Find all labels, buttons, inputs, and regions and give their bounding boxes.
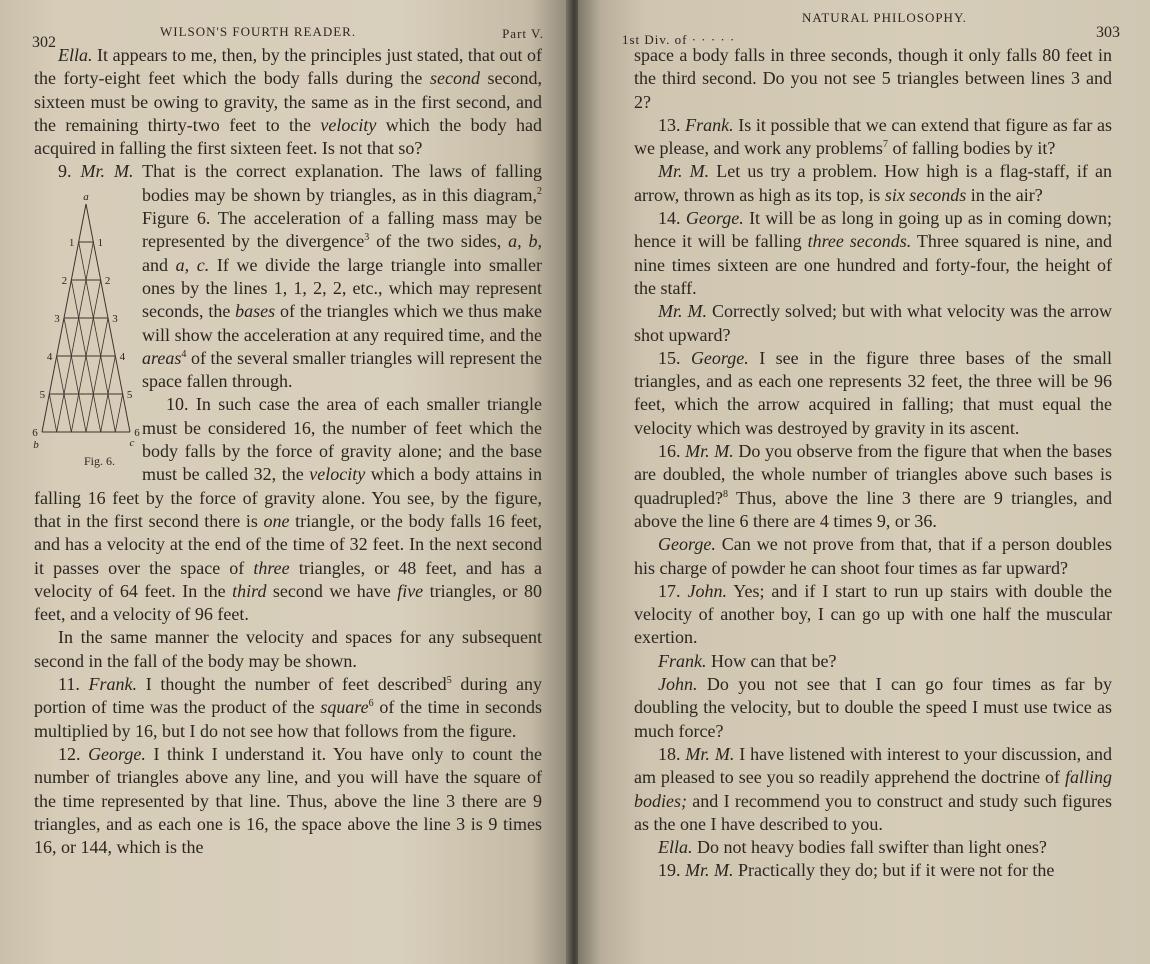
label-left-6: 6 — [32, 426, 38, 439]
paragraph-mr-m-problem: Mr. M. Let us try a problem. How high is a flag-staff, if an arrow, thrown as high as its top, is six seconds in the air? — [634, 161, 1112, 205]
falling-bodies-triangle-diagram — [28, 190, 144, 456]
lattice-line — [79, 242, 86, 280]
lattice-line — [86, 394, 93, 432]
right-division-label: 1st Div. of · · · · · — [622, 32, 736, 47]
lattice-line — [86, 280, 93, 318]
right-page-text — [634, 44, 1112, 883]
paragraph-15: 15. George. I see in the figure three bases of the small triangles, and as each one represents 32 feet, the three will be 96 feet, which the arrow acquired in falling; that must equal the velocity which was destroyed by gravity in its ascent. — [634, 347, 1113, 438]
lattice-line — [79, 280, 86, 318]
right-page-header — [622, 4, 1120, 47]
lattice-line — [57, 394, 64, 432]
label-right-3: 3 — [112, 312, 118, 325]
paragraph-12: 12. George. I think I understand it. You have only to count the number of triangles above any line, and you will have the square of the time represented by that line. Thus, above the line 3 there are 9 triangles, and as each one is 16, the space above the line 3 is 9 times 16, or 144, which is the — [34, 743, 542, 858]
lattice-line — [79, 394, 86, 432]
lattice-line — [93, 394, 100, 432]
lattice-line — [79, 356, 86, 394]
left-running-title: WILSON'S FOURTH READER. — [160, 24, 357, 39]
lattice-line — [101, 318, 108, 356]
label-left-4: 4 — [46, 350, 53, 363]
label-right-2: 2 — [104, 274, 111, 287]
lattice-line — [86, 242, 93, 280]
paragraph-frank-how: Frank. How can that be? — [658, 650, 837, 671]
left-page-number: 302 — [32, 34, 56, 51]
lattice-line — [108, 356, 115, 394]
lattice-line — [64, 394, 71, 432]
lattice-line — [101, 356, 108, 394]
label-corner-b: b — [33, 438, 39, 451]
label-right-5: 5 — [126, 388, 133, 401]
lattice-line — [71, 318, 78, 356]
paragraph-same-manner: In the same manner the velocity and spaces for any subsequent second in the fall of the body may be shown. — [34, 627, 542, 671]
paragraph-18: 18. Mr. M. I have listened with interest to your discussion, and am pleased to see you so readily apprehend the doctrine of falling bodies; and I recommend you to construct and study such figures as the one I have described to you. — [634, 743, 1113, 834]
paragraph-16: 16. Mr. M. Do you observe from the figure that when the bases are doubled, the whole number of triangles above such bases is quadrupled?$^8$ Thus, above the line 3 there are 9 triangles, and above the line 6 there are 4 times 9, or 36. — [634, 441, 1113, 531]
left-part-label: Part V. — [502, 26, 544, 41]
lattice-line — [108, 394, 115, 432]
label-right-4: 4 — [119, 350, 126, 363]
lattice-line — [101, 394, 108, 432]
lattice-line — [115, 394, 122, 432]
figure-caption: Fig. 6. — [84, 453, 116, 468]
lattice-line — [71, 394, 78, 432]
paragraph-john-velocity: John. Do you not see that I can go four times as far by doubling the velocity, but to double the speed I must use twice as much force? — [634, 674, 1112, 741]
paragraph-14: 14. George. It will be as long in going up as in coming down; hence it will be falling three seconds. Three squared is nine, and nine times sixteen are one hundred and forty-four, the height of the staff. — [634, 208, 1113, 298]
label-right-1: 1 — [97, 236, 104, 249]
paragraph-ella-heavy: Ella. Do not heavy bodies fall swifter than light ones? — [658, 837, 1047, 858]
left-page-text — [34, 44, 542, 859]
lattice-line — [71, 280, 78, 318]
paragraph-17: 17. John. Yes; and if I start to run up stairs with double the velocity of another boy, I can go up with one half the muscular exertion. — [634, 580, 1113, 648]
right-running-title: NATURAL PHILOSOPHY. — [802, 10, 967, 25]
lattice-line — [86, 318, 93, 356]
lattice-line — [57, 356, 64, 394]
lattice-line — [64, 318, 71, 356]
paragraph-11: 11. Frank. I thought the number of feet described$^5$ during any portion of time was the product of the square$^6$ of the time in seconds multiplied by 16, but I do not see how that follows from the figure. — [34, 674, 543, 741]
paragraph-continued: space a body falls in three seconds, though it only falls 80 feet in the third second. Do you not see 5 triangles between lines 3 and 2? — [634, 45, 1112, 112]
figure-6 — [34, 184, 138, 482]
paragraph-13: 13. Frank. Is it possible that we can extend that figure as far as we please, and work any problems$^7$ of falling bodies by it? — [634, 114, 1112, 159]
lattice-line — [93, 280, 100, 318]
paragraph-mr-m-solved: Mr. M. Correctly solved; but with what velocity was the arrow shot upward? — [634, 301, 1113, 345]
label-left-1: 1 — [68, 236, 75, 249]
right-page-number: 303 — [1096, 24, 1120, 41]
label-left-3: 3 — [54, 312, 60, 325]
lattice-line — [79, 318, 86, 356]
right-page — [578, 0, 1150, 964]
paragraph-george-powder: George. Can we not prove from that, that if a person doubles his charge of powder he can shoot four times as far upward? — [634, 534, 1112, 578]
label-corner-c: c — [129, 436, 135, 449]
lattice-line — [64, 356, 71, 394]
label-left-5: 5 — [39, 388, 46, 401]
lattice-line — [71, 356, 78, 394]
left-page-header — [32, 4, 544, 51]
paragraph-9: 9. Mr. M. That is the correct explanation. The laws of falling bodies may be shown by triangles, as in this diagram,$^2$ a 1 1 2 2 3 3 4 4 5 5 6 6 b c Fig. 6. Figure 6. The acceleration of a falling mass may be represented by the divergence$^3$ of the two sides, a, b, and a, c. If we divide the large triangle into smaller ones by the lines 1, 1, 2, 2, etc., which may represent seconds, the bases of the triangles which we thus make will show the acceleration at any required time, and the areas$^4$ of the several smaller triangles will represent the space fallen through. — [34, 160, 542, 393]
label-left-2: 2 — [61, 274, 68, 287]
paragraph-10: 10. In such case the area of each smaller triangle must be considered 16, the number of feet which the body falls by the force of gravity alone; and the base must be called 32, the velocity which a body attains in falling 16 feet by the force of gravity alone. You see, by the figure, that in the first second there is one triangle, or the body falls 16 feet, and has a velocity at the end of the time of 32 feet. In the next second it passes over the space of three triangles, or 48 feet, and has a velocity of 64 feet. In the third second we have five triangles, or 80 feet, and a velocity of 96 feet. — [34, 394, 542, 625]
label-right-6: 6 — [134, 426, 140, 439]
label-apex-a: a — [83, 190, 89, 203]
lattice-line — [93, 356, 100, 394]
lattice-line — [86, 356, 93, 394]
left-page — [0, 0, 570, 964]
lattice-line — [49, 394, 56, 432]
paragraph-ella: Ella. It appears to me, then, by the principles just stated, that out of the forty-eight feet which the body falls during the second second, sixteen must be owing to gravity, the same as in the first second, and the remaining thirty-two feet to the velocity which the body had acquired in falling the first sixteen feet. Is not that so? — [34, 45, 542, 159]
paragraph-19: 19. Mr. M. Practically they do; but if it were not for the — [658, 860, 1055, 881]
lattice-line — [93, 318, 100, 356]
